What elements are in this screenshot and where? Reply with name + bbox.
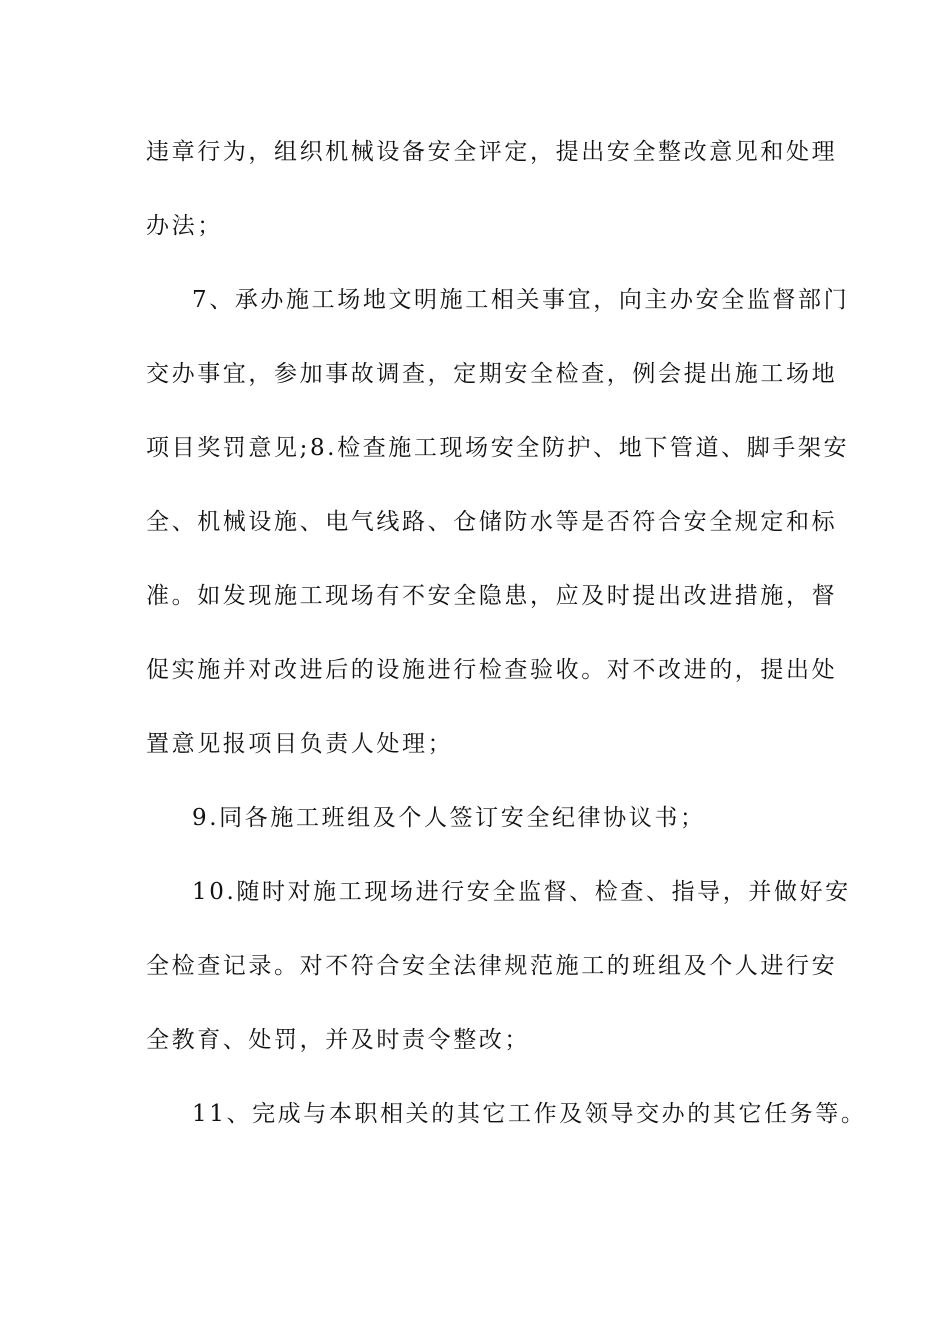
text-line: 项目奖罚意见;8.检查施工现场安全防护、地下管道、脚手架安	[146, 435, 850, 461]
text-line: 9.同各施工班组及个人签订安全纪律协议书；	[192, 805, 706, 831]
text-line: 10.随时对施工现场进行安全监督、检查、指导，并做好安	[192, 879, 851, 905]
text-line: 促实施并对改进后的设施进行检查验收。对不改进的，提出处	[146, 657, 838, 683]
document-body	[146, 128, 867, 1164]
text-line: 全、机械设施、电气线路、仓储防水等是否符合安全规定和标	[146, 509, 838, 535]
text-line: 置意见报项目负责人处理；	[146, 731, 454, 757]
text-line: 全教育、处罚，并及时责令整改；	[146, 1027, 530, 1053]
text-line: 全检查记录。对不符合安全法律规范施工的班组及个人进行安	[146, 953, 838, 979]
text-line: 准。如发现施工现场有不安全隐患，应及时提出改进措施，督	[146, 583, 838, 609]
text-line: 交办事宜，参加事故调查，定期安全检查，例会提出施工场地	[146, 361, 838, 387]
text-line: 办法；	[146, 213, 223, 239]
text-line: 违章行为，组织机械设备安全评定，提出安全整改意见和处理	[146, 139, 838, 165]
text-line: 7、承办施工场地文明施工相关事宜，向主办安全监督部门	[192, 287, 850, 313]
text-line: 11、完成与本职相关的其它工作及领导交办的其它任务等。	[192, 1101, 867, 1127]
